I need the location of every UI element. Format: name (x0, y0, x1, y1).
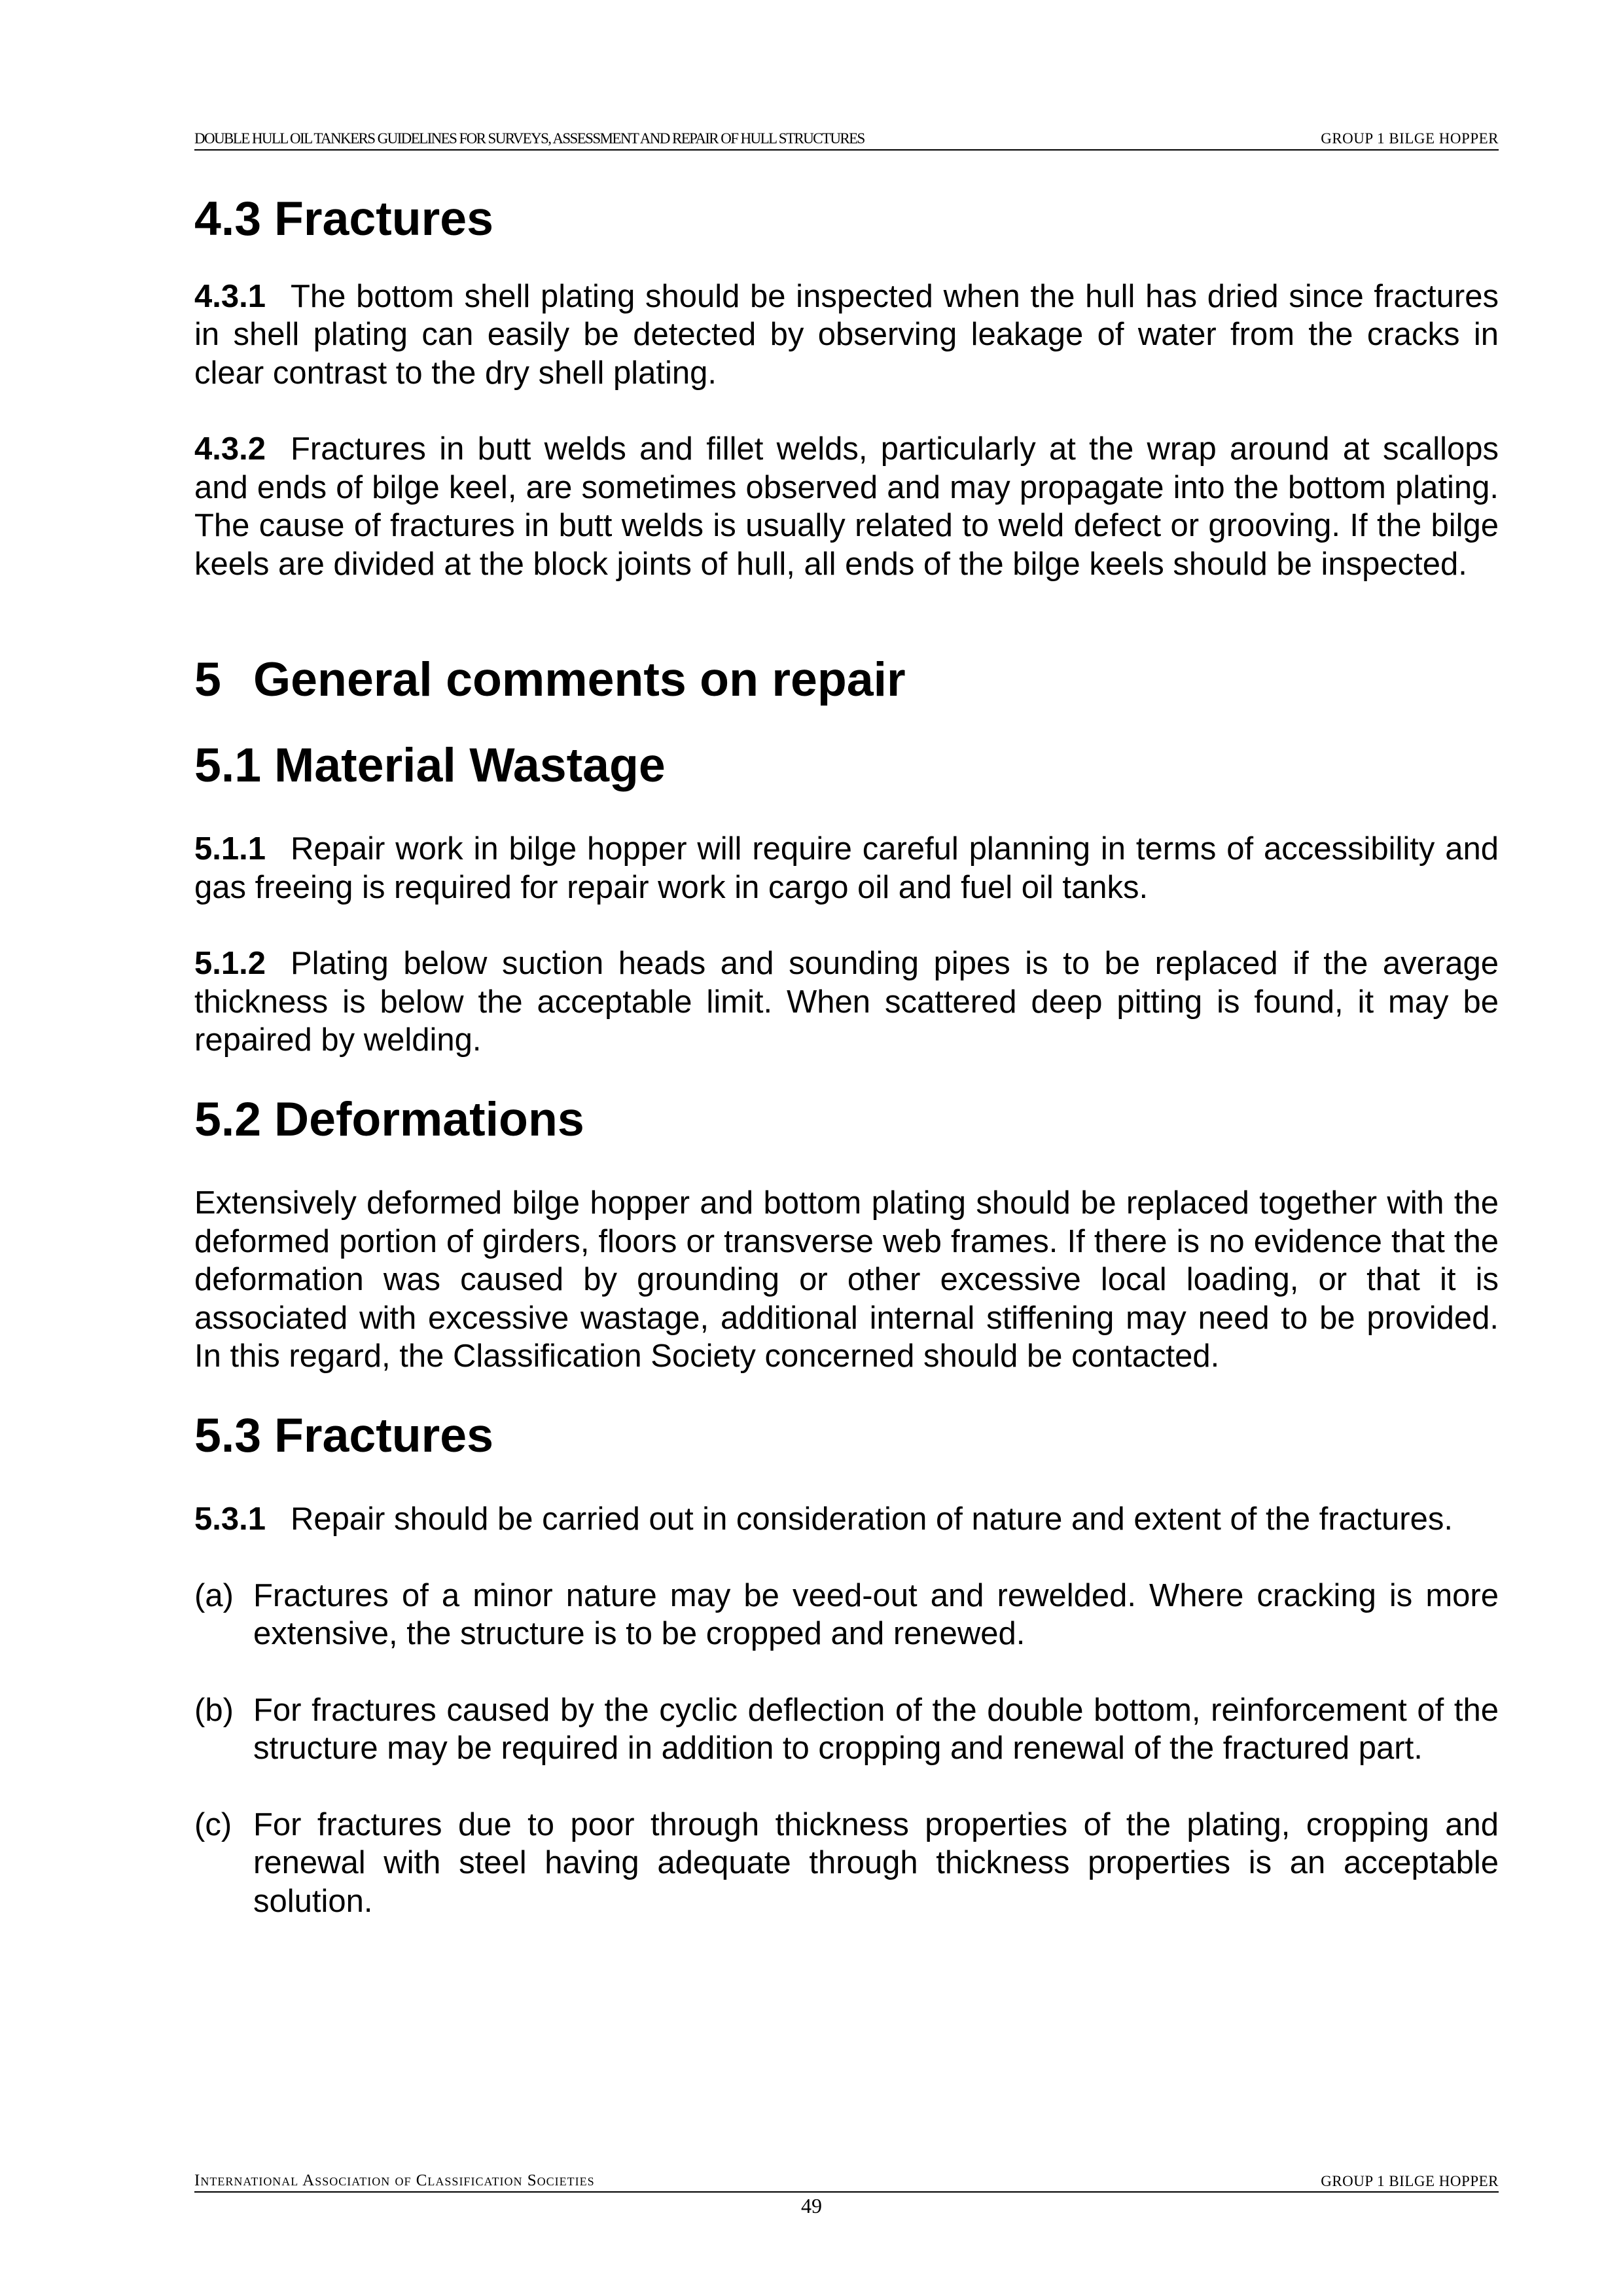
list-item-a (194, 1577, 1499, 1653)
list-item-label: (c) (194, 1806, 232, 1842)
list-item-b (194, 1691, 1499, 1768)
running-header (194, 128, 1499, 151)
paragraph-5-1-2 (194, 944, 1499, 1060)
paragraph-5-2: Extensively deformed bilge hopper and bottom plating should be replaced together with the deformed portion of girders, floors or transverse web frames. If there is no evidence that the deformation was caused by grounding or other excessive local loading, or that it is associated with excessive wastage, additional internal stiffening may need to be provided. In this regard, the Classification Society concerned should be contacted. (194, 1185, 1499, 1374)
section-heading-5 (194, 652, 1499, 706)
header-title: DOUBLE HULL OIL TANKERS GUIDELINES FOR SURVEYS, ASSESSMENT AND REPAIR OF HULL STRUCTURES (194, 130, 865, 147)
list-item-text: Fractures of a minor nature may be veed-out and rewelded. Where cracking is more extensive, the structure is to be cropped and renewed. (253, 1577, 1499, 1651)
section-number: 4.3 (194, 191, 262, 245)
paragraph-5-1-1 (194, 830, 1499, 906)
paragraph-4-3-1 (194, 278, 1499, 393)
section-heading-4-3 (194, 191, 1499, 245)
section-title: Deformations (274, 1091, 584, 1146)
paragraph-text: Plating below suction heads and sounding pipes is to be replaced if the average thickness is below the acceptable limit. When scattered deep pitting is found, it may be repaired by welding. (194, 946, 1499, 1058)
footer-organization: International Association of Classification Societies (194, 2172, 595, 2189)
list-item-text: For fractures due to poor through thickness properties of the plating, cropping and renewal with steel having adequate through thickness properties is an acceptable solution. (253, 1806, 1499, 1919)
section-number: 5 (194, 652, 221, 706)
section-number: 5.3 (194, 1407, 262, 1462)
paragraph-number: 4.3.2 (194, 431, 266, 467)
paragraph-number: 4.3.1 (194, 278, 266, 314)
paragraph-number: 5.1.2 (194, 946, 266, 981)
page-number: 49 (801, 2194, 822, 2217)
section-title: Material Wastage (274, 737, 666, 792)
section-number: 5.1 (194, 737, 262, 792)
list-item-text: For fractures caused by the cyclic deflection of the double bottom, reinforcement of the structure may be required in addition to cropping and renewal of the fractured part. (253, 1692, 1499, 1766)
body-content (194, 191, 1499, 1920)
paragraph-text: Repair work in bilge hopper will require careful planning in terms of accessibility and gas freeing is required for repair work in cargo oil and fuel oil tanks. (194, 831, 1499, 905)
paragraph-text: Repair should be carried out in consideration of nature and extent of the fractures. (290, 1501, 1453, 1537)
list-item-c (194, 1806, 1499, 1921)
section-heading-5-1 (194, 737, 1499, 792)
running-footer (194, 2172, 1499, 2193)
paragraph-number: 5.3.1 (194, 1501, 266, 1537)
section-heading-5-2 (194, 1091, 1499, 1146)
header-section: GROUP 1 BILGE HOPPER (1321, 130, 1499, 147)
list-item-label: (b) (194, 1692, 234, 1728)
section-title: General comments on repair (253, 652, 906, 706)
paragraph-number: 5.1.1 (194, 831, 266, 867)
section-number: 5.2 (194, 1091, 262, 1146)
paragraph-text: Fractures in butt welds and fillet welds, particularly at the wrap around at scallops and ends of bilge keel, are sometimes observed and may propagate into the bottom plating. The cause of fractures in butt welds is usually related to weld defect or grooving. If the bilge keels are divided at the block joints of hull, all ends of the bilge keels should be inspected. (194, 431, 1499, 582)
section-title: Fractures (274, 191, 493, 245)
section-heading-5-3 (194, 1407, 1499, 1462)
paragraph-5-3-1 (194, 1500, 1499, 1539)
paragraph-text: The bottom shell plating should be inspected when the hull has dried since fractures in shell plating can easily be detected by observing leakage of water from the cracks in clear contrast to the dry shell plating. (194, 278, 1499, 391)
paragraph-4-3-2 (194, 430, 1499, 583)
list-item-label: (a) (194, 1577, 234, 1613)
footer-section: GROUP 1 BILGE HOPPER (1321, 2173, 1499, 2189)
section-title: Fractures (274, 1407, 493, 1462)
